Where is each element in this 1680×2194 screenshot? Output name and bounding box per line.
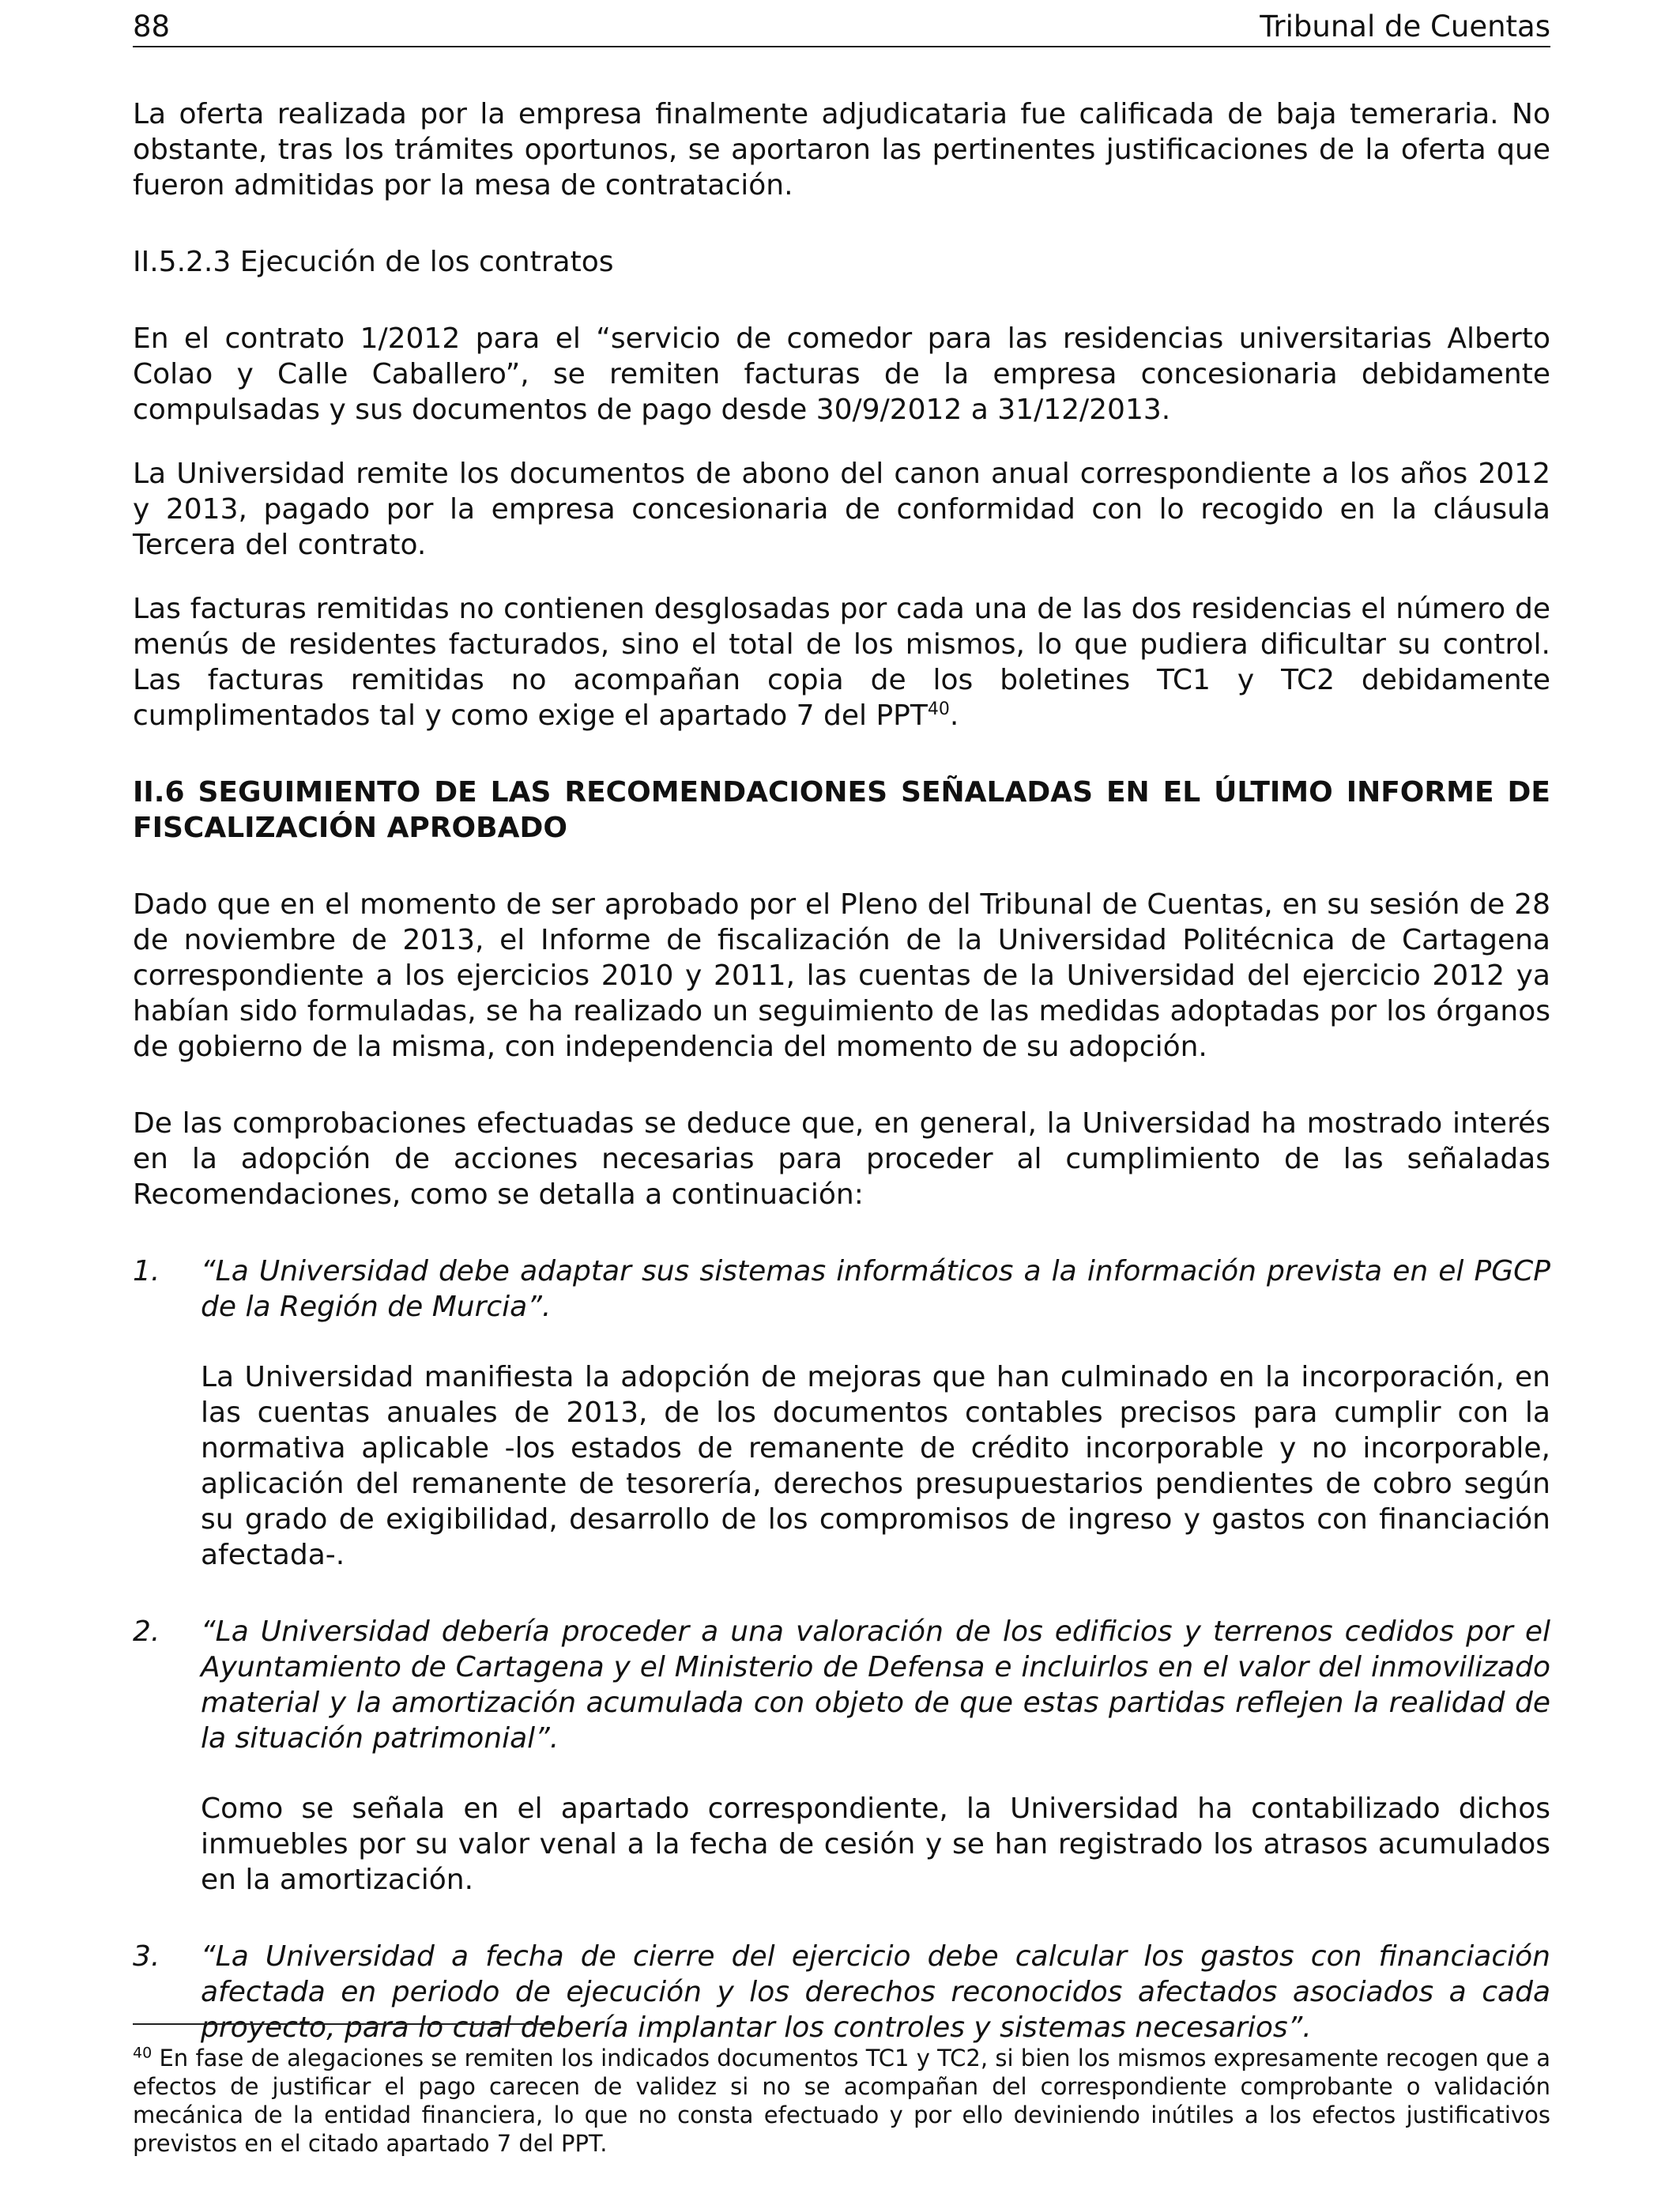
paragraph-seguimiento: Dado que en el momento de ser aprobado por el Pleno del Tribunal de Cuentas, en su sesión de 28 de noviembre de 2013, el Informe de fiscalización de la Universidad Politécnica de Cartagena correspondiente a los ejercicios 2010 y 2011, las cuentas de la Universidad del ejercicio 2012 ya habían sido formuladas, se ha realizado un seguimiento de las medidas adoptadas por los órganos de gobierno de la misma, con independencia del momento de su adopción. — [133, 888, 1550, 1063]
recommendation-quote: “La Universidad a fecha de cierre del ejercicio debe calcular los gastos con financiación afectada en periodo de ejecución y los derechos reconocidos afectados asociados a cada proyecto, para lo cual debería implantar los controles y sistemas necesarios”. — [201, 1940, 1550, 2044]
header-title: Tribunal de Cuentas — [1260, 9, 1550, 43]
footnote-separator — [133, 2023, 553, 2025]
footnote-reference[interactable]: 40 — [927, 699, 950, 719]
section-heading: II.6 SEGUIMIENTO DE LAS RECOMENDACIONES SEÑALADAS EN EL ÚLTIMO INFORME DE FISCALIZACIÓN APROBADO — [133, 776, 1550, 844]
recommendation-item — [133, 1614, 1550, 1898]
footnote — [133, 2044, 1550, 2158]
recommendation-item — [133, 1253, 1550, 1573]
paragraph-canon-anual: La Universidad remite los documentos de abono del canon anual correspondiente a los años 2012 y 2013, pagado por la empresa concesionaria de conformidad con lo recogido en la cláusula Tercera del contrato. — [133, 458, 1550, 561]
recommendation-number: 3. — [133, 1940, 160, 1973]
recommendation-quote: “La Universidad debería proceder a una valoración de los edificios y terrenos cedidos por el Ayuntamiento de Cartagena y el Ministerio de Defensa e incluirlos en el valor del inmovilizado material y la amortización acumulada con objeto de que estas partidas reflejen la realidad de la situación patrimonial”. — [201, 1615, 1550, 1755]
paragraph-baja-temeraria: La oferta realizada por la empresa finalmente adjudicataria fue calificada de baja temeraria. No obstante, tras los trámites oportunos, se aportaron las pertinentes justificaciones de la oferta que fueron admitidas por la mesa de contratación. — [133, 98, 1550, 202]
recommendation-body — [201, 1939, 1550, 2045]
footnote-text: En fase de alegaciones se remiten los indicados documentos TC1 y TC2, si bien los mismos expresamente recogen que a efectos de justificar el pago carecen de validez si no se acompañan del correspondiente comprobante o validación mecánica de la entidad financiera, lo que no consta efectuado y por ello deviniendo inútiles a los efectos justificativos previstos en el citado apartado 7 del PPT. — [133, 2045, 1550, 2157]
recommendation-item — [133, 1939, 1550, 2045]
section-subheading: II.5.2.3 Ejecución de los contratos — [133, 246, 614, 278]
paragraph-comprobaciones: De las comprobaciones efectuadas se deduce que, en general, la Universidad ha mostrado interés en la adopción de acciones necesarias para proceder al cumplimiento de las señaladas Recomendaciones, como se detalla a continuación: — [133, 1107, 1550, 1211]
paragraph-facturas-end: . — [949, 699, 959, 732]
recommendation-answer: La Universidad manifiesta la adopción de mejoras que han culminado en la incorporación, en las cuentas anuales de 2013, de los documentos contables precisos para cumplir con la normativa aplicable -los estados de remanente de crédito incorporable y no incorporable, aplicación del remanente de tesorería, derechos presupuestarios pendientes de cobro según su grado de exigibilidad, desarrollo de los compromisos de ingreso y gastos con financiación afectada-. — [201, 1361, 1550, 1571]
page-header — [133, 8, 1550, 47]
recommendation-body — [201, 1253, 1550, 1573]
footnote-number: 40 — [133, 2044, 153, 2062]
recommendation-quote: “La Universidad debe adaptar sus sistemas informáticos a la información prevista en el PGCP de la Región de Murcia”. — [201, 1255, 1550, 1323]
recommendation-number: 1. — [133, 1255, 160, 1287]
paragraph-contrato-comedor: En el contrato 1/2012 para el “servicio de comedor para las residencias universitarias Alberto Colao y Calle Caballero”, se remiten facturas de la empresa concesionaria debidamente compulsadas y sus documentos de pago desde 30/9/2012 a 31/12/2013. — [133, 322, 1550, 426]
recommendation-answer: Como se señala en el apartado correspondiente, la Universidad ha contabilizado dichos inmuebles por su valor venal a la fecha de cesión y se han registrado los atrasos acumulados en la amortización. — [201, 1793, 1550, 1896]
paragraph-facturas — [133, 591, 1550, 733]
recommendation-number: 2. — [133, 1615, 160, 1648]
page-content — [133, 96, 1550, 2045]
page-number: 88 — [133, 9, 171, 43]
recommendation-body — [201, 1614, 1550, 1898]
paragraph-facturas-text: Las facturas remitidas no contienen desglosadas por cada una de las dos residencias el número de menús de residentes facturados, sino el total de los mismos, lo que pudiera dificultar su control. Las facturas remitidas no acompañan copia de los boletines TC1 y TC2 debidamente cumplimentados tal y como exige el apartado 7 del PPT — [133, 593, 1550, 732]
